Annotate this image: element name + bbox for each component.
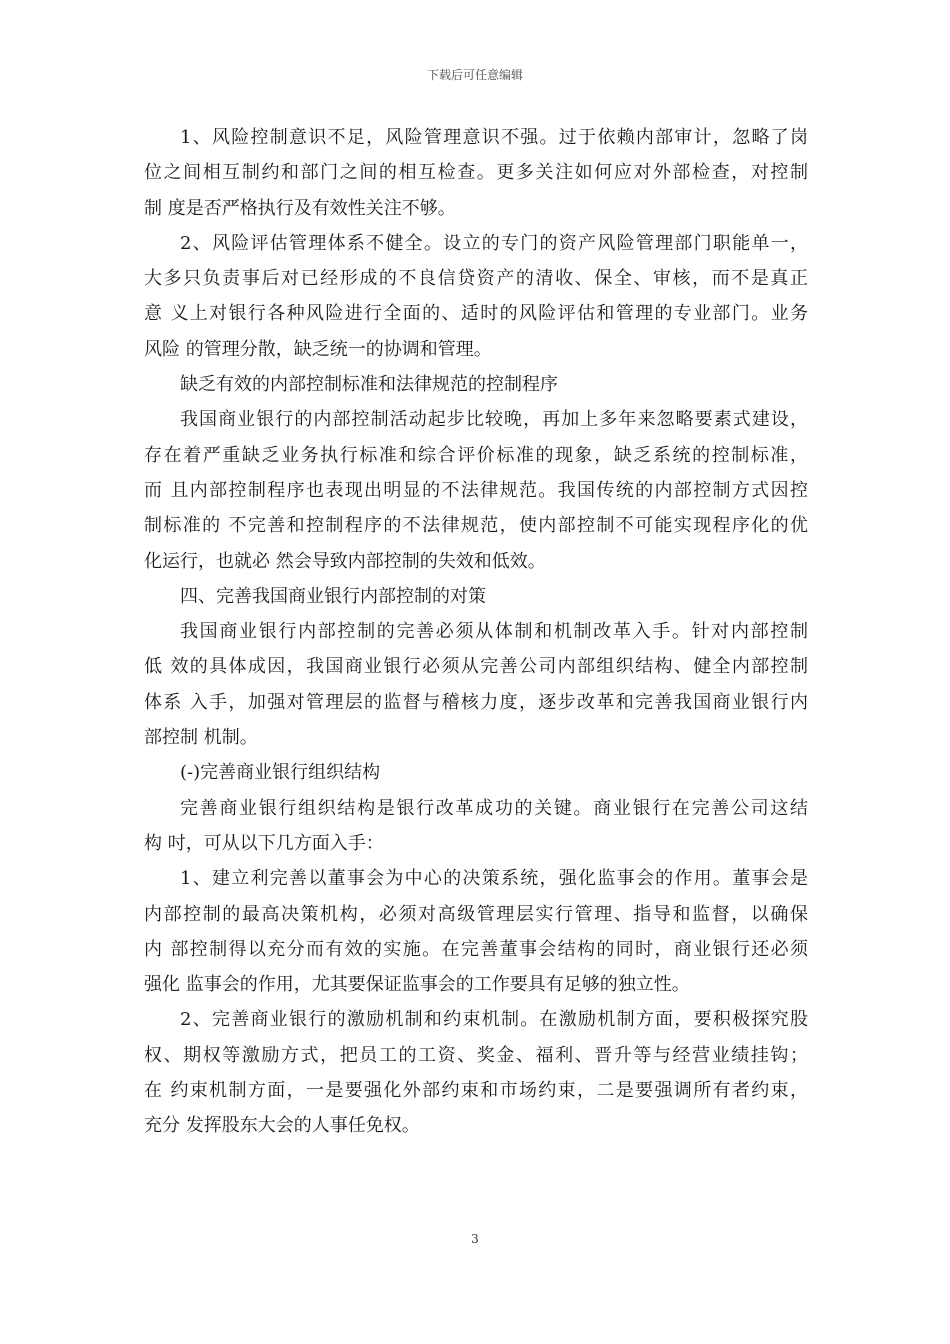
text-line: 制标准的 不完善和控制程序的不法律规范，使内部控制不可能实现程序化的优	[144, 515, 808, 537]
text-line: 构 吋，可从以下几方面入手：	[144, 832, 384, 854]
text-line: 我国商业银行的内部控制活动起步比较晚，再加上多年来忽略要素式建设，	[180, 409, 808, 431]
text-line: 1、建立利完善以董事会为中心的决策系统，强化监事会的作用。董事会是	[180, 868, 808, 890]
text-line: 而 且内部控制程序也表现出明显的不法律规范。我国传统的内部控制方式因控	[144, 479, 808, 501]
text-line: 充分 发挥股东大会的人事任免权。	[144, 1115, 420, 1137]
page-header: 下载后可任意编辑	[426, 68, 523, 82]
text-line: 完善商业银行组织结构是银行改革成功的关键。商业银行在完善公司这结	[180, 797, 808, 819]
text-line: 制 度是否严格执行及有效性关注不够。	[144, 197, 456, 219]
text-line: 风险 的管理分散，缺乏统一的协调和管理。	[144, 338, 492, 360]
body-text	[144, 120, 808, 1144]
text-line: 位之间相互制约和部门之间的相互检查。更多关注如何应对外部检查，对控制	[144, 162, 808, 184]
text-line: 低 效的具体成因，我国商业银行必须从完善公司内部组织结构、健全内部控制	[144, 656, 808, 678]
text-line: 存在着严重缺乏业务执行标准和综合评价标准的现象，缺乏系统的控制标准，	[144, 444, 808, 466]
text-line: 化运行，也就必 然会导致内部控制的失效和低效。	[144, 550, 546, 572]
text-line: 在 约束机制方面，一是要强化外部约束和市场约束，二是要强调所有者约束，	[144, 1080, 808, 1102]
text-line: 我国商业银行内部控制的完善必须从体制和机制改革入手。针对内部控制	[180, 621, 808, 643]
text-line: 部控制 机制。	[144, 727, 258, 749]
section-heading: (-)完善商业银行组织结构	[180, 762, 381, 784]
text-line: 2、风险评估管理体系不健全。设立的专门的资产风险管理部门职能单一，	[180, 232, 808, 254]
text-line: 2、完善商业银行的激励机制和约束机制。在激励机制方面，要积极探究股	[180, 1009, 808, 1031]
text-line: 1、风险控制意识不足，风险管理意识不强。过于依赖内部审计，忽略了岗	[180, 127, 808, 148]
text-line: 内部控制的最高决策机构，必须对高级管理层实行管理、指导和监督，以确保	[144, 903, 808, 925]
text-line: 体系 入手，加强对管理层的监督与稽核力度，逐步改革和完善我国商业银行内	[144, 691, 808, 713]
text-line: 意 义上对银行各种风险进行全面的、适时的风险评估和管理的专业部门。业务	[144, 303, 808, 325]
page-number: 3	[471, 1232, 479, 1246]
section-heading: 四、完善我国商业银行内部控制的对策	[180, 585, 486, 607]
text-line: 内 部控制得以充分而有效的实施。在完善董事会结构的同时，商业银行还必须	[144, 938, 808, 960]
text-line: 大多只负责事后对已经形成的不良信贷资产的清收、保全、审核，而不是真正	[144, 268, 808, 290]
section-heading: 缺乏有效的内部控制标准和法律规范的控制程序	[180, 374, 558, 396]
text-line: 权、期权等激励方式，把员工的工资、奖金、福利、晋升等与经营业绩挂钩；	[144, 1044, 808, 1066]
text-line: 强化 监事会的作用，尤其要保证监事会的工作要具有足够的独立性。	[144, 974, 690, 996]
